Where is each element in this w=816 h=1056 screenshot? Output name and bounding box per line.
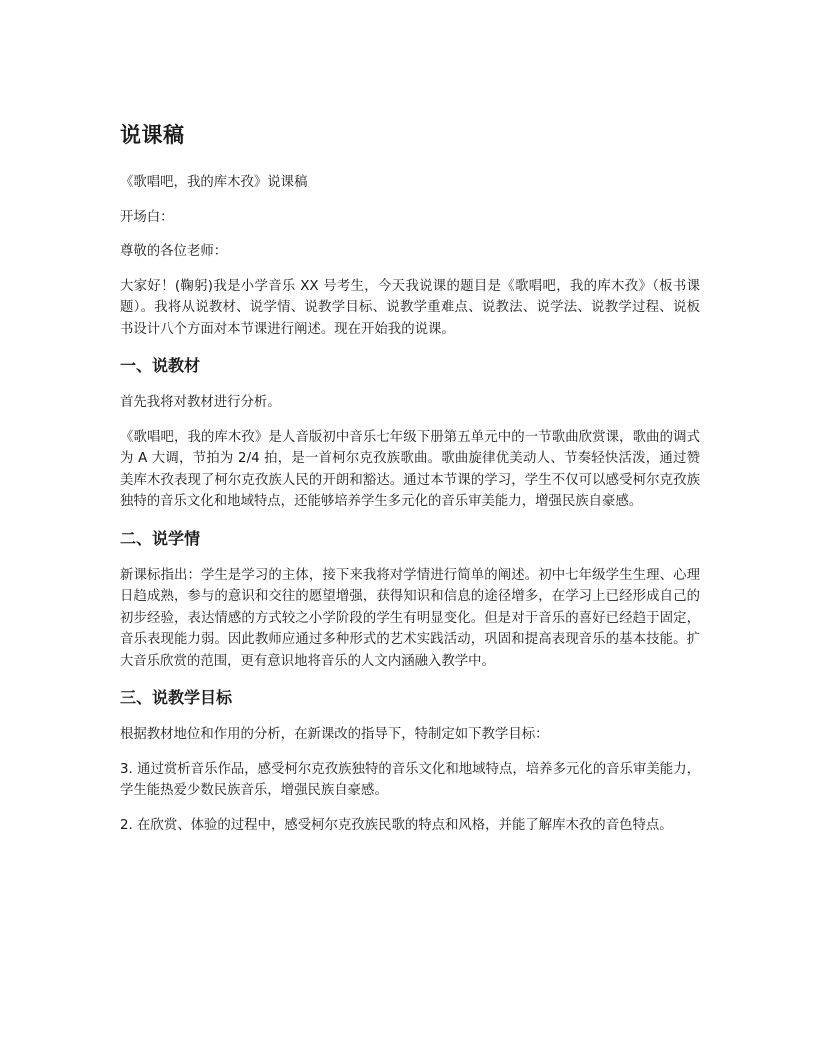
students-analysis-paragraph: 新课标指出：学生是学习的主体，接下来我将对学情进行简单的阐述。初中七年级学生生理、心理日趋成熟，参与的意识和交往的愿望增强，获得知识和信息的途径增多，在学习上已经形成自己的初步经验，表达情感的方式较之小学阶段的学生有明显变化。但是对于音乐的喜好已经趋于固定，音乐表现能力弱。因此教师应通过多种形式的艺术实践活动，巩固和提高表现音乐的基本技能。扩大音乐欣赏的范围，更有意识地将音乐的人文内涵融入教学中。	[120, 567, 700, 669]
objectives-intro-paragraph: 根据教材地位和作用的分析，在新课改的指导下，特制定如下教学目标：	[120, 727, 549, 742]
intro-paragraph: 大家好！(鞠躬)我是小学音乐 XX 号考生，今天我说课的题目是《歌唱吧，我的库木孜》（板书课题）。我将从说教材、说学情、说教学目标、说教学重难点、说教法、说学法、说教学过程、说板书设计八个方面对本节课进行阐述。现在开始我的说课。	[120, 278, 700, 337]
opening-label: 开场白：	[120, 209, 174, 225]
objective-item: 2. 在欣赏、体验的过程中，感受柯尔克孜族民歌的特点和风格，并能了解库木孜的音色特点。	[120, 817, 673, 833]
textbook-analysis-paragraph: 《歌唱吧，我的库木孜》是人音版初中音乐七年级下册第五单元中的一节歌曲欣赏课，歌曲的调式为 A 大调，节拍为 2/4 拍，是一首柯尔克孜族歌曲。歌曲旋律优美动人、节奏轻快活泼，通过赞美库木孜表现了柯尔克孜族人民的开朗和豁达。通过本节课的学习，学生不仅可以感受柯尔克孜族独特的音乐文化和地域特点，还能够培养学生多元化的音乐审美能力，增强民族自豪感。	[120, 429, 700, 509]
greeting: 尊敬的各位老师：	[120, 244, 228, 259]
section-heading-textbook: 一、说教材	[120, 356, 201, 375]
page-title: 说课稿	[120, 123, 185, 147]
textbook-intro-paragraph: 首先我将对教材进行分析。	[120, 395, 281, 410]
document-subtitle: 《歌唱吧，我的库木孜》说课稿	[120, 175, 308, 190]
document-page	[120, 118, 700, 849]
section-heading-students: 二、说学情	[120, 528, 201, 548]
objective-item: 3. 通过赏析音乐作品，感受柯尔克孜族独特的音乐文化和地域特点，培养多元化的音乐审美能力，学生能热爱少数民族音乐，增强民族自豪感。	[120, 761, 700, 798]
section-heading-objectives: 三、说教学目标	[120, 688, 233, 707]
